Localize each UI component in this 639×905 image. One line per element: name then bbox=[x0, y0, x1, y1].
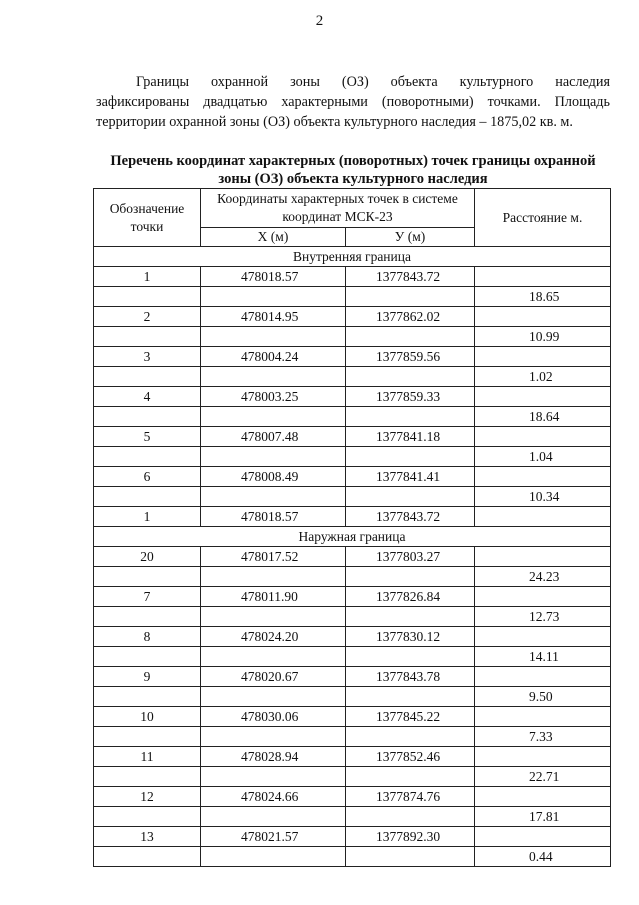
distance-cell-empty bbox=[475, 547, 611, 567]
header-y: У (м) bbox=[346, 228, 475, 247]
distance-row bbox=[94, 847, 611, 867]
empty-cell bbox=[201, 727, 346, 747]
distance-cell-empty bbox=[475, 347, 611, 367]
x-cell: 478014.95 bbox=[201, 307, 346, 327]
empty-cell bbox=[94, 647, 201, 667]
y-cell: 1377803.27 bbox=[346, 547, 475, 567]
empty-cell bbox=[94, 847, 201, 867]
point-cell: 1 bbox=[94, 267, 201, 287]
empty-cell bbox=[346, 607, 475, 627]
empty-cell bbox=[201, 287, 346, 307]
distance-row bbox=[94, 727, 611, 747]
page-number: 2 bbox=[315, 13, 324, 29]
table-header bbox=[94, 189, 611, 247]
empty-cell bbox=[201, 847, 346, 867]
table-row bbox=[94, 347, 611, 367]
empty-cell bbox=[346, 727, 475, 747]
empty-cell bbox=[346, 487, 475, 507]
distance-cell-empty bbox=[475, 707, 611, 727]
empty-cell bbox=[201, 607, 346, 627]
empty-cell bbox=[94, 447, 201, 467]
intro-line-3: территории охранной зоны (ОЗ) объекта культурного наследия – 1875,02 кв. м. bbox=[96, 114, 573, 130]
point-cell: 1 bbox=[94, 507, 201, 527]
empty-cell bbox=[94, 367, 201, 387]
empty-cell bbox=[346, 647, 475, 667]
empty-cell bbox=[94, 767, 201, 787]
table-row bbox=[94, 747, 611, 767]
distance-cell-empty bbox=[475, 427, 611, 447]
empty-cell bbox=[94, 287, 201, 307]
distance-cell: 1.02 bbox=[475, 367, 611, 387]
y-cell: 1377830.12 bbox=[346, 627, 475, 647]
header-distance: Расстояние м. bbox=[475, 189, 611, 247]
table-title bbox=[96, 152, 610, 188]
y-cell: 1377841.18 bbox=[346, 427, 475, 447]
empty-cell bbox=[201, 327, 346, 347]
section-title: Внутренняя граница bbox=[94, 247, 611, 267]
x-cell: 478007.48 bbox=[201, 427, 346, 447]
empty-cell bbox=[201, 647, 346, 667]
y-cell: 1377841.41 bbox=[346, 467, 475, 487]
distance-cell: 0.44 bbox=[475, 847, 611, 867]
distance-cell: 18.64 bbox=[475, 407, 611, 427]
intro-line-2: зафиксированы двадцатью характерными (поворотными) точками. Площадь bbox=[96, 94, 610, 110]
distance-row bbox=[94, 287, 611, 307]
table-row bbox=[94, 307, 611, 327]
x-cell: 478021.57 bbox=[201, 827, 346, 847]
y-cell: 1377859.56 bbox=[346, 347, 475, 367]
table-row bbox=[94, 827, 611, 847]
header-x: Х (м) bbox=[201, 228, 346, 247]
distance-cell: 12.73 bbox=[475, 607, 611, 627]
y-cell: 1377843.72 bbox=[346, 507, 475, 527]
empty-cell bbox=[94, 327, 201, 347]
point-cell: 13 bbox=[94, 827, 201, 847]
distance-cell-empty bbox=[475, 827, 611, 847]
empty-cell bbox=[94, 607, 201, 627]
distance-cell-empty bbox=[475, 307, 611, 327]
distance-cell-empty bbox=[475, 627, 611, 647]
y-cell: 1377826.84 bbox=[346, 587, 475, 607]
empty-cell bbox=[346, 807, 475, 827]
intro-line-1: Границы охранной зоны (ОЗ) объекта культурного наследия bbox=[136, 74, 610, 90]
empty-cell bbox=[201, 487, 346, 507]
distance-row bbox=[94, 367, 611, 387]
distance-cell: 10.34 bbox=[475, 487, 611, 507]
y-cell: 1377843.72 bbox=[346, 267, 475, 287]
distance-cell: 17.81 bbox=[475, 807, 611, 827]
x-cell: 478018.57 bbox=[201, 507, 346, 527]
empty-cell bbox=[201, 767, 346, 787]
empty-cell bbox=[201, 807, 346, 827]
empty-cell bbox=[94, 487, 201, 507]
table-row bbox=[94, 267, 611, 287]
point-cell: 5 bbox=[94, 427, 201, 447]
distance-cell: 24.23 bbox=[475, 567, 611, 587]
point-cell: 9 bbox=[94, 667, 201, 687]
distance-row bbox=[94, 767, 611, 787]
distance-cell-empty bbox=[475, 667, 611, 687]
header-coords: Координаты характерных точек в системе координат МСК-23 bbox=[201, 189, 475, 228]
distance-cell-empty bbox=[475, 267, 611, 287]
distance-cell: 1.04 bbox=[475, 447, 611, 467]
point-cell: 20 bbox=[94, 547, 201, 567]
distance-cell: 10.99 bbox=[475, 327, 611, 347]
table-title-line-2: зоны (ОЗ) объекта культурного наследия bbox=[218, 171, 488, 187]
section-row bbox=[94, 247, 611, 267]
header-point: Обозначение точки bbox=[94, 189, 201, 247]
empty-cell bbox=[346, 327, 475, 347]
distance-cell-empty bbox=[475, 587, 611, 607]
y-cell: 1377874.76 bbox=[346, 787, 475, 807]
x-cell: 478024.66 bbox=[201, 787, 346, 807]
empty-cell bbox=[346, 287, 475, 307]
table-row bbox=[94, 547, 611, 567]
distance-row bbox=[94, 487, 611, 507]
x-cell: 478030.06 bbox=[201, 707, 346, 727]
point-cell: 11 bbox=[94, 747, 201, 767]
empty-cell bbox=[346, 847, 475, 867]
empty-cell bbox=[94, 567, 201, 587]
distance-row bbox=[94, 687, 611, 707]
distance-cell: 14.11 bbox=[475, 647, 611, 667]
distance-cell-empty bbox=[475, 747, 611, 767]
table-title-line-1: Перечень координат характерных (поворотных) точек границы охранной bbox=[110, 153, 596, 169]
table-row bbox=[94, 507, 611, 527]
point-cell: 2 bbox=[94, 307, 201, 327]
empty-cell bbox=[201, 367, 346, 387]
point-cell: 6 bbox=[94, 467, 201, 487]
y-cell: 1377845.22 bbox=[346, 707, 475, 727]
x-cell: 478018.57 bbox=[201, 267, 346, 287]
point-cell: 4 bbox=[94, 387, 201, 407]
y-cell: 1377859.33 bbox=[346, 387, 475, 407]
distance-cell-empty bbox=[475, 507, 611, 527]
x-cell: 478020.67 bbox=[201, 667, 346, 687]
distance-cell: 22.71 bbox=[475, 767, 611, 787]
point-cell: 10 bbox=[94, 707, 201, 727]
empty-cell bbox=[346, 567, 475, 587]
table-body bbox=[94, 247, 611, 867]
table-row bbox=[94, 787, 611, 807]
empty-cell bbox=[201, 447, 346, 467]
intro-paragraph bbox=[96, 72, 610, 132]
distance-row bbox=[94, 807, 611, 827]
section-row bbox=[94, 527, 611, 547]
distance-row bbox=[94, 447, 611, 467]
y-cell: 1377852.46 bbox=[346, 747, 475, 767]
y-cell: 1377843.78 bbox=[346, 667, 475, 687]
distance-row bbox=[94, 607, 611, 627]
empty-cell bbox=[201, 687, 346, 707]
empty-cell bbox=[94, 727, 201, 747]
table-row bbox=[94, 627, 611, 647]
y-cell: 1377892.30 bbox=[346, 827, 475, 847]
distance-cell: 7.33 bbox=[475, 727, 611, 747]
x-cell: 478008.49 bbox=[201, 467, 346, 487]
table-row bbox=[94, 387, 611, 407]
x-cell: 478028.94 bbox=[201, 747, 346, 767]
empty-cell bbox=[346, 367, 475, 387]
table-row bbox=[94, 707, 611, 727]
distance-row bbox=[94, 567, 611, 587]
distance-cell: 9.50 bbox=[475, 687, 611, 707]
distance-cell-empty bbox=[475, 387, 611, 407]
coordinates-table bbox=[93, 188, 611, 867]
empty-cell bbox=[346, 447, 475, 467]
table-row bbox=[94, 587, 611, 607]
empty-cell bbox=[346, 687, 475, 707]
point-cell: 12 bbox=[94, 787, 201, 807]
y-cell: 1377862.02 bbox=[346, 307, 475, 327]
x-cell: 478024.20 bbox=[201, 627, 346, 647]
empty-cell bbox=[201, 407, 346, 427]
table-row bbox=[94, 667, 611, 687]
distance-row bbox=[94, 327, 611, 347]
distance-cell-empty bbox=[475, 467, 611, 487]
empty-cell bbox=[346, 407, 475, 427]
point-cell: 8 bbox=[94, 627, 201, 647]
point-cell: 3 bbox=[94, 347, 201, 367]
distance-row bbox=[94, 647, 611, 667]
point-cell: 7 bbox=[94, 587, 201, 607]
empty-cell bbox=[94, 407, 201, 427]
section-title: Наружная граница bbox=[94, 527, 611, 547]
table-row bbox=[94, 467, 611, 487]
x-cell: 478011.90 bbox=[201, 587, 346, 607]
table-row bbox=[94, 427, 611, 447]
x-cell: 478017.52 bbox=[201, 547, 346, 567]
empty-cell bbox=[201, 567, 346, 587]
empty-cell bbox=[94, 687, 201, 707]
distance-cell: 18.65 bbox=[475, 287, 611, 307]
x-cell: 478003.25 bbox=[201, 387, 346, 407]
empty-cell bbox=[94, 807, 201, 827]
x-cell: 478004.24 bbox=[201, 347, 346, 367]
distance-cell-empty bbox=[475, 787, 611, 807]
distance-row bbox=[94, 407, 611, 427]
empty-cell bbox=[346, 767, 475, 787]
